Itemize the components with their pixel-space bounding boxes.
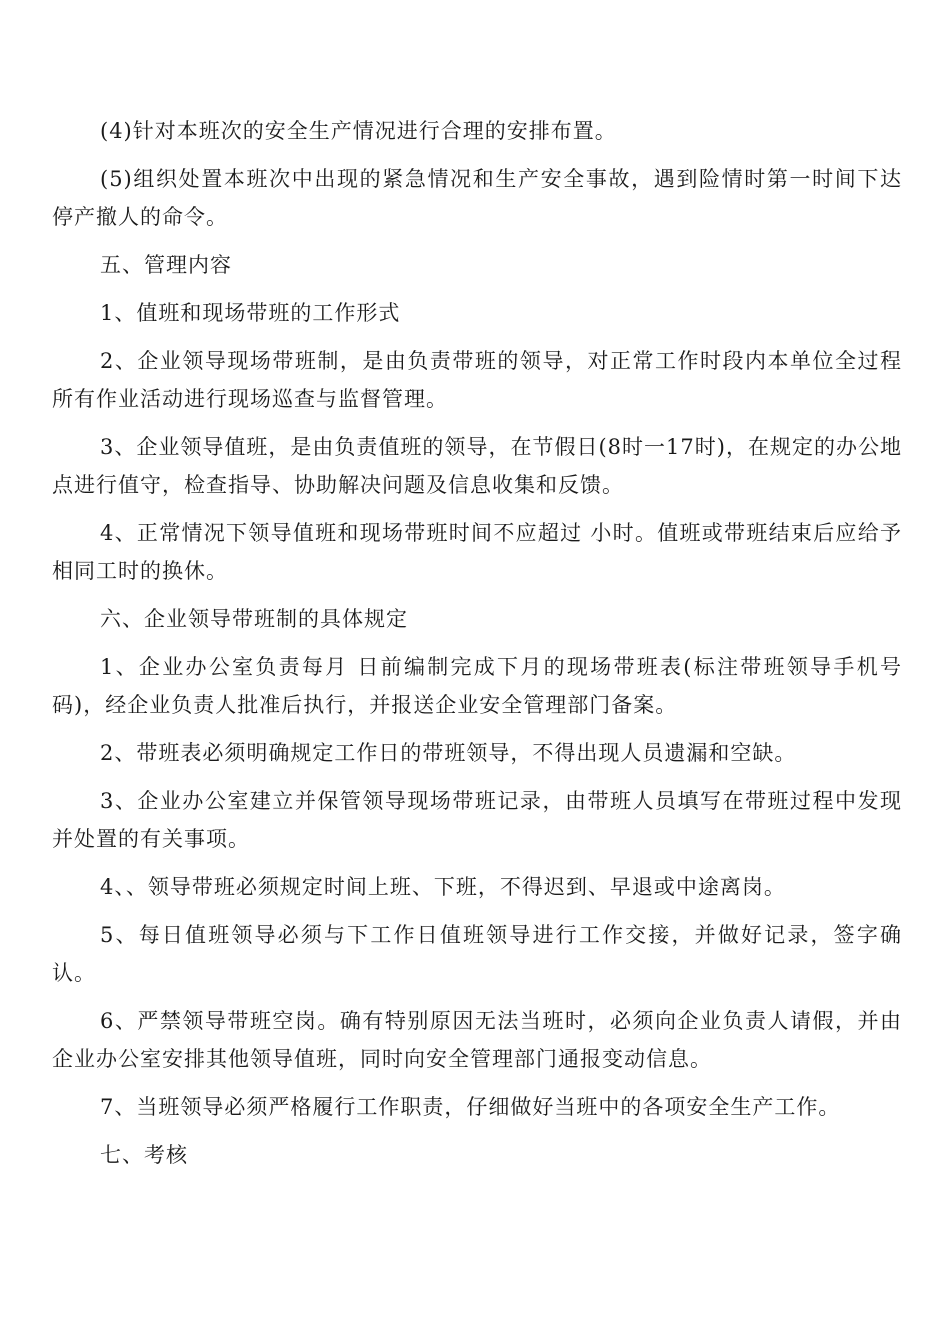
paragraph-leader-duty: 3、企业领导值班，是由负责值班的领导，在节假日(8时一17时)，在规定的办公地点进行值守，检查指导、协助解决问题及信息收集和反馈。	[52, 435, 902, 497]
paragraph-onsite-leader-system: 2、企业领导现场带班制，是由负责带班的领导，对正常工作时段内本单位全过程所有作业活动进行现场巡查与监督管理。	[52, 349, 902, 411]
paragraph-rule-1: 1、企业办公室负责每月 日前编制完成下月的现场带班表(标注带班领导手机号码)，经企业负责人批准后执行，并报送企业安全管理部门备案。	[52, 655, 902, 717]
paragraph-rule-3: 3、企业办公室建立并保管领导现场带班记录，由带班人员填写在带班过程中发现并处置的有关事项。	[52, 789, 902, 851]
paragraph-rule-6: 6、严禁领导带班空岗。确有特别原因无法当班时，必须向企业负责人请假，并由企业办公室安排其他领导值班，同时向安全管理部门通报变动信息。	[52, 1009, 902, 1071]
paragraph-duty-hours: 4、正常情况下领导值班和现场带班时间不应超过 小时。值班或带班结束后应给予相同工时的换休。	[52, 521, 902, 583]
section-heading-specific-rules: 六、企业领导带班制的具体规定	[100, 607, 408, 631]
document-page	[52, 112, 902, 1184]
paragraph-item-4: (4)针对本班次的安全生产情况进行合理的安排布置。	[100, 119, 617, 143]
paragraph-rule-7: 7、当班领导必须严格履行工作职责，仔细做好当班中的各项安全生产工作。	[100, 1095, 841, 1119]
paragraph-rule-4: 4、、领导带班必须规定时间上班、下班，不得迟到、早退或中途离岗。	[100, 875, 786, 899]
paragraph-item-5: (5)组织处置本班次中出现的紧急情况和生产安全事故，遇到险情时第一时间下达停产撤人的命令。	[52, 167, 902, 229]
paragraph-rule-2: 2、带班表必须明确规定工作日的带班领导，不得出现人员遗漏和空缺。	[100, 741, 797, 765]
paragraph-rule-5: 5、每日值班领导必须与下工作日值班领导进行工作交接，并做好记录，签字确认。	[52, 923, 902, 985]
paragraph-duty-form: 1、值班和现场带班的工作形式	[100, 301, 401, 325]
section-heading-management-content: 五、管理内容	[100, 253, 232, 277]
section-heading-assessment: 七、考核	[100, 1143, 188, 1167]
